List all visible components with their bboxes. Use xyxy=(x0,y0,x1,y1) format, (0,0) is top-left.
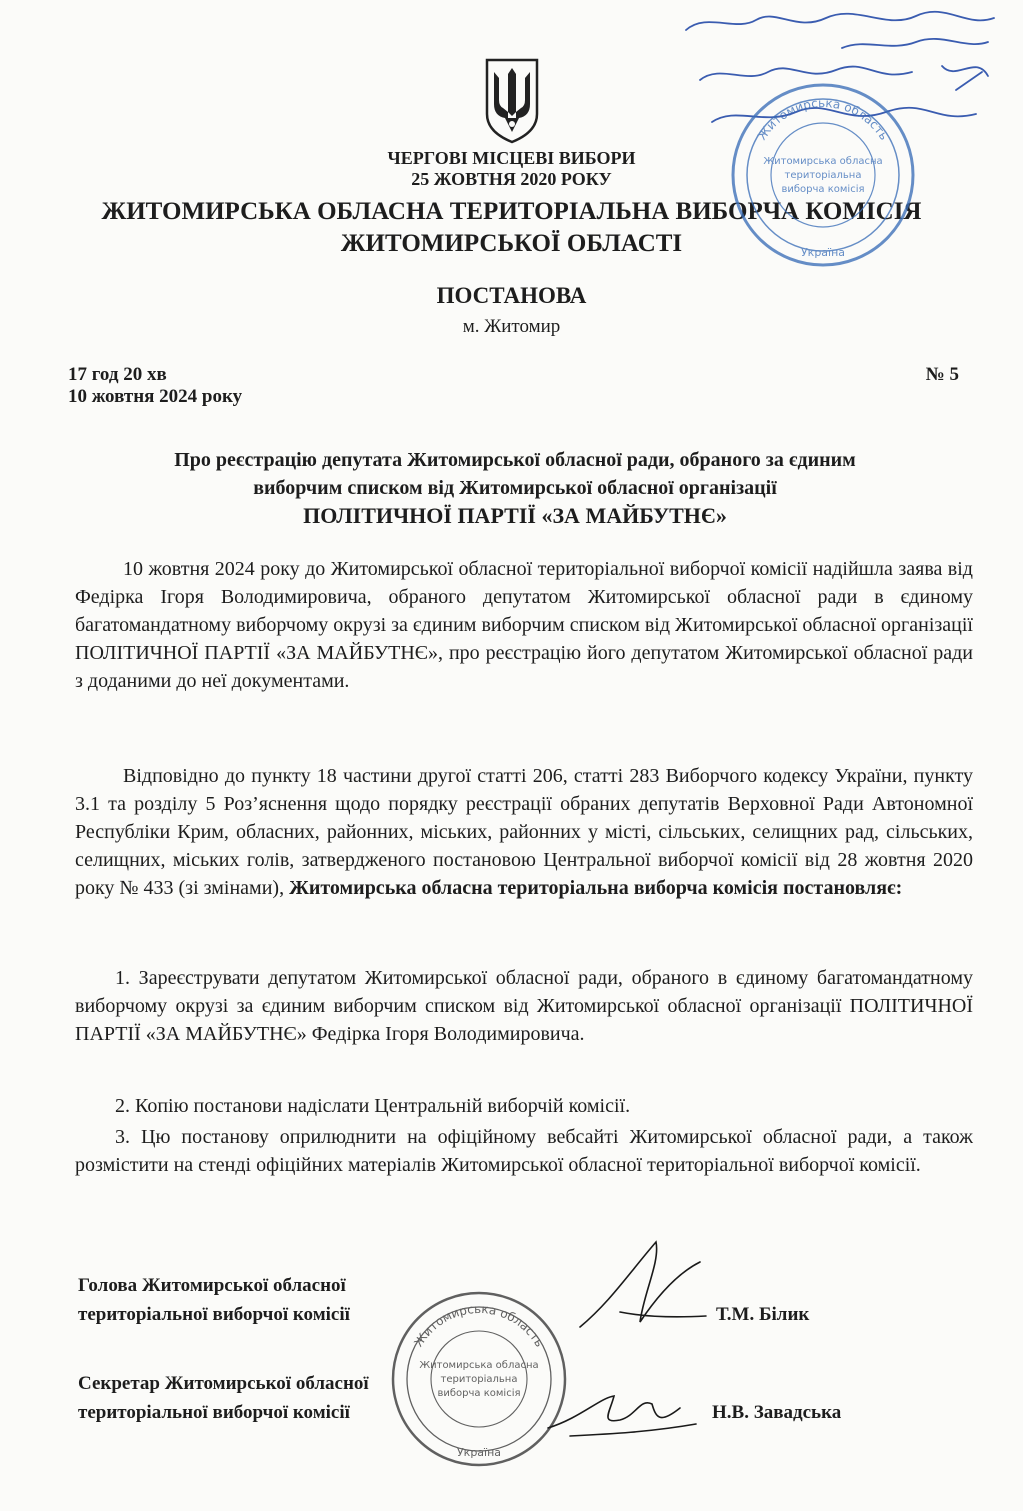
document-time: 17 год 20 хв xyxy=(68,364,167,385)
stamp2-inner-1: Житомирська обласна xyxy=(419,1360,539,1371)
head-signature-block xyxy=(78,1271,350,1329)
svg-text:Житомирська область xyxy=(411,1302,546,1349)
stamp2-bottom: Україна xyxy=(456,1446,502,1459)
subject-line-1: Про реєстрацію депутата Житомирської обласної ради, обраного за єдиним xyxy=(174,449,856,471)
subject-line-2: виборчим списком від Житомирської обласної організації xyxy=(253,477,777,499)
document-number: № 5 xyxy=(925,364,959,385)
document-date: 10 жовтня 2024 року xyxy=(68,386,243,407)
commission-region: ЖИТОМИРСЬКОЇ ОБЛАСТІ xyxy=(340,230,683,257)
secretary-signature xyxy=(540,1378,700,1448)
resolution-item-3: 3. Цю постанову оприлюднити на офіційному вебсайті Житомирської обласної ради, а також розмістити на стенді офіційних матеріалів Житомирської обласної територіальної виборчої комісії. xyxy=(75,1126,973,1176)
commission-name: ЖИТОМИРСЬКА ОБЛАСНА ТЕРИТОРІАЛЬНА ВИБОРЧА КОМІСІЯ xyxy=(101,198,922,225)
stamp-inner-1: Житомирська обласна xyxy=(763,156,883,167)
stamp-outer-text: Житомирська область xyxy=(754,95,892,143)
resolution-item-1: 1. Зареєструвати депутатом Житомирської обласної ради, обраного в єдиному багатомандатному виборчому окрузі за єдиним виборчим списком від Житомирської обласної організації ПОЛІТИЧНОЇ ПАРТІЇ «ЗА МАЙБУТНЄ» Федірка Ігоря Володимировича. xyxy=(75,967,973,1045)
stamp-bottom: Україна xyxy=(800,246,846,259)
paragraph-2-text: Відповідно до пункту 18 частини другої статті 206, статті 283 Виборчого кодексу України, пункту 3.1 та розділу 5 Роз’яснення щодо порядку реєстрації обраних депутатів Верховної Ради Автономної Республіки Крим, обласних, районних, міських, районних у місті, сільських, селищних рад, сільських, селищних, міських голів, затвердженого постановою Центральної виборчої комісії від 28 жовтня 2020 року № 433 (зі змінами), xyxy=(75,765,973,899)
head-signature xyxy=(560,1232,710,1342)
secretary-signature-block xyxy=(78,1369,369,1427)
document-city: м. Житомир xyxy=(462,316,561,337)
election-date: 25 ЖОВТНЯ 2020 РОКУ xyxy=(411,169,612,189)
secretary-title-1: Секретар Житомирської обласної xyxy=(78,1373,369,1394)
head-title-2: територіальної виборчої комісії xyxy=(78,1304,350,1325)
stamp2-inner-3: виборча комісія xyxy=(437,1388,521,1399)
svg-text:Житомирська область xyxy=(755,96,891,143)
document-meta xyxy=(68,364,242,408)
resolution-item-2: 2. Копію постанови надіслати Центральній виборчій комісії. xyxy=(115,1095,631,1117)
paragraph-2 xyxy=(75,762,973,902)
subject-line-3: ПОЛІТИЧНОЇ ПАРТІЇ «ЗА МАЙБУТНЄ» xyxy=(303,503,727,528)
secretary-title-2: територіальної виборчої комісії xyxy=(78,1402,350,1423)
document-subject xyxy=(130,446,900,530)
document-title: ПОСТАНОВА xyxy=(436,283,587,308)
stamp2-outer-text: Житомирська область xyxy=(411,1301,547,1350)
official-stamp-top xyxy=(728,80,918,270)
head-name: Т.М. Білик xyxy=(716,1304,810,1325)
secretary-name: Н.В. Завадська xyxy=(712,1402,842,1423)
coat-of-arms-icon xyxy=(481,56,543,144)
paragraph-2-resolution: Житомирська обласна територіальна виборча комісія постановляє: xyxy=(289,877,903,899)
head-title-1: Голова Житомирської обласної xyxy=(78,1275,346,1296)
stamp-inner-2: територіальна xyxy=(784,170,862,181)
stamp2-inner-2: територіальна xyxy=(440,1374,518,1385)
election-title: ЧЕРГОВІ МІСЦЕВІ ВИБОРИ xyxy=(387,148,636,168)
stamp-inner-3: виборча комісія xyxy=(781,184,865,195)
paragraph-1: 10 жовтня 2024 року до Житомирської обласної територіальної виборчої комісії надійшла заява від Федірка Ігоря Володимировича, обраного депутатом Житомирської обласної ради в єдиному багатомандатному виборчому окрузі за єдиним виборчим списком від Житомирської обласної організації ПОЛІТИЧНОЇ ПАРТІЇ «ЗА МАЙБУТНЄ», про реєстрацію його депутатом Житомирської обласної ради з доданими до неї документами. xyxy=(75,558,973,692)
